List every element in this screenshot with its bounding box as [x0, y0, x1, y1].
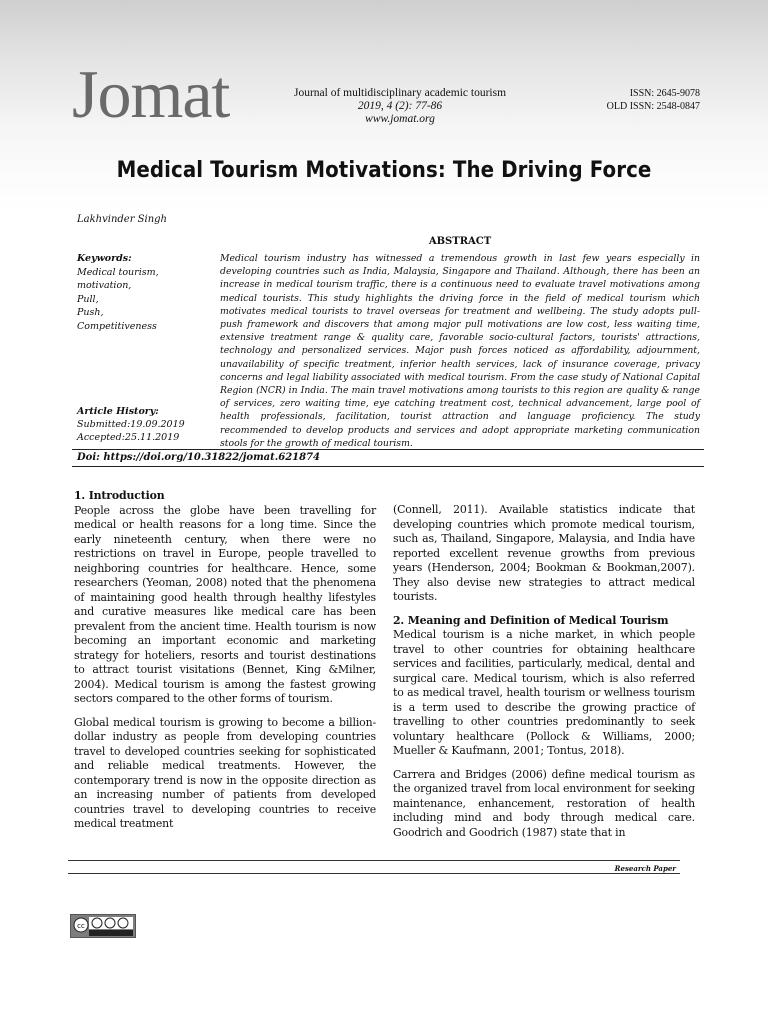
issn-block	[607, 87, 700, 113]
journal-issue: 2019, 4 (2): 77-86	[357, 100, 443, 112]
cc-by-nc-nd-icon[interactable]	[70, 914, 136, 938]
section-heading-meaning: 2. Meaning and Definition of Medical Tourism	[393, 613, 669, 627]
journal-url[interactable]: www.jomat.org	[365, 113, 435, 125]
keyword-item: Pull,	[77, 293, 99, 305]
abstract-heading: ABSTRACT	[428, 236, 492, 247]
article-history-heading: Article History:	[77, 406, 159, 417]
paragraph: People across the globe have been travelling for medical or health reasons for a long time. Since the early nineteenth century, when there were no restrictions on travel in Europe, people travelled to neighboring countries for healthcare. Hence, some researchers (Yeoman, 2008) noted that the phenomena of maintaining good health through healthy lifestyles and curative measures like medical care has been prevalent from the ancient time. Health tourism is now becoming an important economic and marketing strategy for hoteliers, resorts and tourist destinations to attract tourist visitations (Bennet, King &Milner, 2004). Medical tourism is among the fastest growing sectors compared to the other forms of tourism.	[74, 503, 376, 705]
issn: ISSN: 2645-9078	[629, 88, 700, 99]
author-name: Lakhvinder Singh	[77, 214, 167, 225]
right-column	[393, 503, 695, 849]
footer-rule	[68, 860, 680, 861]
doi-bottom-rule	[72, 466, 704, 467]
paragraph: Global medical tourism is growing to become a billion-dollar industry as people from developing countries travel to developed countries seeking for sophisticated and reliable medical treatments. However, the contemporary trend is now in the opposite direction as an increasing number of patients from developed countries travel to developing countries to receive medical treatment	[74, 715, 376, 830]
research-paper-label: Research Paper	[614, 864, 676, 873]
journal-name: Journal of multidisciplinary academic tourism	[293, 87, 507, 99]
paragraph: Medical tourism is a niche market, in which people travel to other countries for obtaining healthcare services and facilities, particularly, medical, dental and surgical care. Medical tourism, which is also referred to as medical travel, health tourism or wellness tourism is a term used to describe the growing practice of travelling to other countries predominantly to seek voluntary healthcare (Pollock & Williams, 2000; Mueller & Kaufmann, 2001; Tontus, 2018).	[393, 628, 695, 757]
svg-text:cc: cc	[77, 922, 85, 930]
left-column	[74, 489, 376, 841]
keyword-item: Competitiveness	[77, 320, 157, 332]
license-badge-icon	[71, 915, 135, 937]
keyword-item: Medical tourism,	[77, 266, 159, 278]
keyword-item: motivation,	[77, 280, 132, 291]
keywords-block	[77, 252, 217, 333]
paragraph: Carrera and Bridges (2006) define medical tourism as the organized travel from local environment for seeking maintenance, enhancement, restoration of health including mind and body through medical care. Goodrich and Goodrich (1987) state that in	[393, 767, 695, 839]
journal-logo: Jomat	[72, 56, 230, 132]
article-history	[77, 405, 185, 444]
section-heading-introduction: 1. Introduction	[74, 489, 165, 502]
paper-title: Medical Tourism Motivations: The Driving Force	[116, 158, 652, 183]
submitted-date: Submitted:19.09.2019	[77, 419, 185, 430]
journal-info	[270, 87, 530, 126]
doi-link[interactable]: Doi: https://doi.org/10.31822/jomat.621874	[77, 452, 321, 463]
paragraph: (Connell, 2011). Available statistics indicate that developing countries which promote medical tourism, such as, Thailand, Singapore, Malaysia, and India have reported excellent revenue growths from previous years (Henderson, 2004; Bookman & Bookman,2007). They also devise new strategies to attract medical tourists.	[393, 503, 695, 603]
keyword-item: Push,	[77, 307, 104, 318]
accepted-date: Accepted:25.11.2019	[77, 432, 180, 443]
old-issn: OLD ISSN: 2548-0847	[606, 101, 700, 112]
footer-rule	[68, 873, 680, 874]
keywords-heading: Keywords:	[77, 253, 132, 264]
doi-top-rule	[72, 449, 704, 450]
abstract-text: Medical tourism industry has witnessed a tremendous growth in last few years especially in developing countries such as India, Malaysia, Singapore and Thailand. Although, there has been an increase in medical tourism traffic, there is a continuous need to evaluate travel motivations among medical tourists. This study highlights the driving force in the field of medical tourism which motivates medical tourists to travel overseas for treatment and wellbeing. The study adopts pull-push framework and discovers that among major pull motivations are low cost, less waiting time, extensive treatment range & quality care, favorable socio-cultural factors, tourists' attractions, technology and personalized services. Major push forces noticed as affordability, adjournment, unavailability of specific treatment, inferior health services, lack of insurance coverage, privacy concerns and legal liability associated with medical tourism. From the case study of National Capital Region (NCR) in India. The main travel motivations among tourists to this region are quality & range of services, zero waiting time, eye catching treatment cost, technical advancement, large pool of health professionals, facilitation, tourist attraction and language proficiency. The study recommended to develop products and services and adopt appropriate marketing communication stools for the growth of medical tourism.	[220, 253, 700, 449]
